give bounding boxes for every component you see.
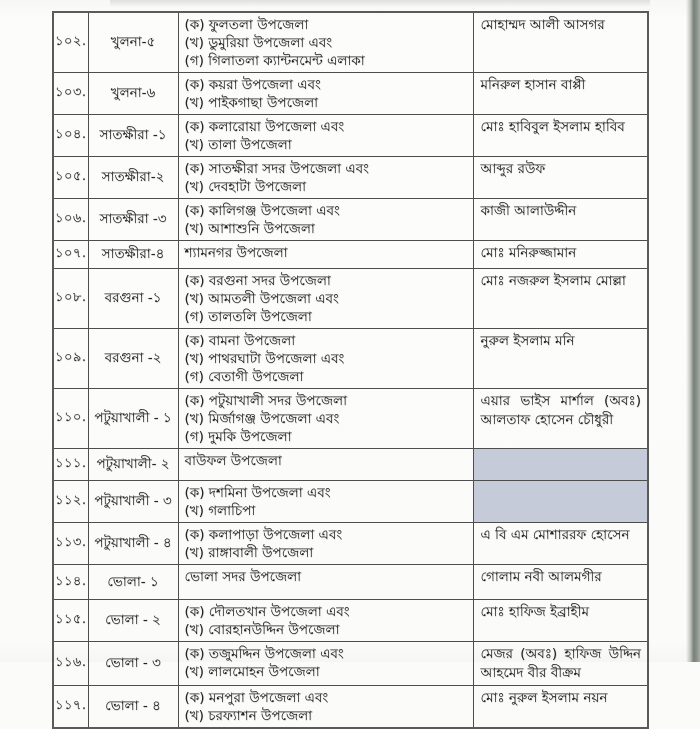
candidate-name-cell xyxy=(473,389,648,449)
table-row xyxy=(53,241,648,269)
candidate-name: মনিরুল হাসান বাপ্পী xyxy=(480,77,586,93)
table-row xyxy=(53,269,648,329)
upazila-line: (ক) বামনা উপজেলা xyxy=(184,333,296,349)
serial-number-cell: ১১৬. xyxy=(53,642,88,686)
upazila-list-cell xyxy=(178,389,473,449)
table-row xyxy=(53,329,648,389)
constituency-cell: ভোলা - ৪ xyxy=(88,686,178,729)
page-edge-shadow-strip xyxy=(686,0,700,662)
candidate-name-cell xyxy=(473,523,648,565)
constituency-cell: ভোলা- ১ xyxy=(88,565,178,600)
candidate-name-cell xyxy=(473,269,648,329)
serial-number-cell: ১১৫. xyxy=(53,600,88,642)
constituency-cell: পটুয়াখালী - ৩ xyxy=(88,481,178,523)
constituency-cell: বরগুনা -২ xyxy=(88,329,178,389)
upazila-line: (ক) পটুয়াখালী সদর উপজেলা xyxy=(184,393,348,409)
candidate-name: মোঃ হাবিবুল ইসলাম হাবিব xyxy=(480,119,625,135)
upazila-list-cell xyxy=(178,600,473,642)
upazila-list-cell xyxy=(178,565,473,600)
upazila-list-cell xyxy=(178,12,473,73)
empty-shaded-name-cell xyxy=(473,481,648,523)
table-row xyxy=(53,565,648,600)
upazila-line: (গ) গিলাতলা ক্যান্টনমেন্ট এলাকা xyxy=(184,53,365,69)
candidate-name: এ বি এম মোশাররফ হোসেন xyxy=(480,527,630,543)
upazila-line: (খ) রাঙ্গাবালী উপজেলা xyxy=(184,545,314,561)
candidate-name-cell xyxy=(473,241,648,269)
table-row xyxy=(53,481,648,523)
serial-number-cell: ১১১. xyxy=(53,449,88,481)
upazila-list-cell xyxy=(178,269,473,329)
candidate-name-cell xyxy=(473,115,648,157)
candidate-name: নুরুল ইসলাম মনি xyxy=(480,333,575,349)
constituency-cell: বরগুনা -১ xyxy=(88,269,178,329)
serial-number-cell: ১০৪. xyxy=(53,115,88,157)
upazila-line: (ক) দৌলতখান উপজেলা এবং xyxy=(184,604,350,620)
table-body xyxy=(53,12,648,728)
upazila-line: (খ) ডুমুরিয়া উপজেলা এবং xyxy=(184,35,333,51)
upazila-line: (গ) বেতাগী উপজেলা xyxy=(184,369,304,385)
upazila-line: (ক) বরগুনা সদর উপজেলা xyxy=(184,273,331,289)
upazila-line: (ক) মনপুরা উপজেলা এবং xyxy=(184,690,329,706)
serial-number-cell: ১১০. xyxy=(53,389,88,449)
upazila-line: (ক) কয়রা উপজেলা এবং xyxy=(184,77,321,93)
upazila-line: (খ) পাথরঘাটা উপজেলা এবং xyxy=(184,351,345,367)
serial-number-cell: ১০৬. xyxy=(53,199,88,241)
candidate-name: মোঃ মনিরুজ্জামান xyxy=(480,245,577,261)
constituency-cell: ভোলা - ২ xyxy=(88,600,178,642)
constituency-cell: খুলনা-৫ xyxy=(88,12,178,73)
upazila-list-cell xyxy=(178,329,473,389)
constituency-assignment-table xyxy=(52,11,649,729)
serial-number-cell: ১০২. xyxy=(53,12,88,73)
serial-number-cell: ১০৯. xyxy=(53,329,88,389)
table-row xyxy=(53,199,648,241)
table-row xyxy=(53,523,648,565)
candidate-name-cell xyxy=(473,642,648,686)
upazila-list-cell xyxy=(178,241,473,269)
upazila-line: (খ) মির্জাগঞ্জ উপজেলা এবং xyxy=(184,411,340,427)
upazila-line: (খ) দেবহাটা উপজেলা xyxy=(184,179,306,195)
table-row xyxy=(53,389,648,449)
constituency-cell: খুলনা-৬ xyxy=(88,73,178,115)
serial-number-cell: ১১৪. xyxy=(53,565,88,600)
candidate-name: মেজর (অবঃ) হাফিজ উদ্দিন আহমেদ বীর বীক্রম xyxy=(480,646,641,681)
upazila-line: (খ) বোরহানউদ্দিন উপজেলা xyxy=(184,622,340,638)
upazila-line: ভোলা সদর উপজেলা xyxy=(184,569,302,585)
constituency-cell: সাতক্ষীরা-৪ xyxy=(88,241,178,269)
candidate-name-cell xyxy=(473,12,648,73)
upazila-line: (খ) আশাশুনি উপজেলা xyxy=(184,221,315,237)
upazila-list-cell xyxy=(178,73,473,115)
candidate-name: মোহাম্মদ আলী আসগর xyxy=(480,17,605,33)
empty-shaded-name-cell xyxy=(473,449,648,481)
upazila-line: (খ) পাইকগাছা উপজেলা xyxy=(184,95,319,111)
upazila-list-cell xyxy=(178,115,473,157)
serial-number-cell: ১০৭. xyxy=(53,241,88,269)
table-row xyxy=(53,600,648,642)
constituency-cell: সাতক্ষীরা-২ xyxy=(88,157,178,199)
upazila-line: (ক) কলাপাড়া উপজেলা এবং xyxy=(184,527,343,543)
candidate-name-cell xyxy=(473,73,648,115)
upazila-line: (খ) লালমোহন উপজেলা xyxy=(184,664,320,680)
candidate-name: আব্দুর রউফ xyxy=(480,161,546,177)
upazila-line: বাউফল উপজেলা xyxy=(184,453,282,469)
candidate-name: মোঃ হাফিজ ইব্রাহীম xyxy=(480,604,589,620)
serial-number-cell: ১০৮. xyxy=(53,269,88,329)
constituency-cell: ভোলা - ৩ xyxy=(88,642,178,686)
upazila-list-cell xyxy=(178,449,473,481)
constituency-cell: পটুয়াখালী - ৪ xyxy=(88,523,178,565)
upazila-line: (খ) আমতলী উপজেলা এবং xyxy=(184,291,339,307)
candidate-name-cell xyxy=(473,329,648,389)
table-row xyxy=(53,115,648,157)
scan-top-smudge xyxy=(110,0,650,7)
constituency-cell: পটুয়াখালী- ২ xyxy=(88,449,178,481)
upazila-line: (খ) গলাচিপা xyxy=(184,503,256,519)
upazila-line: (ক) কলারোয়া উপজেলা এবং xyxy=(184,119,345,135)
serial-number-cell: ১০৩. xyxy=(53,73,88,115)
upazila-line: (ক) তজুমদ্দিন উপজেলা এবং xyxy=(184,646,344,662)
upazila-list-cell xyxy=(178,642,473,686)
upazila-list-cell xyxy=(178,686,473,729)
upazila-line: (ক) ফুলতলা উপজেলা xyxy=(184,17,309,33)
upazila-line: (খ) তালা উপজেলা xyxy=(184,137,292,153)
serial-number-cell: ১১৩. xyxy=(53,523,88,565)
table-row xyxy=(53,449,648,481)
upazila-line: (খ) চরফ্যাশন উপজেলা xyxy=(184,708,313,724)
constituency-cell: সাতক্ষীরা -৩ xyxy=(88,199,178,241)
table-row xyxy=(53,642,648,686)
upazila-list-cell xyxy=(178,481,473,523)
candidate-name: কাজী আলাউদ্দীন xyxy=(480,203,577,219)
upazila-list-cell xyxy=(178,157,473,199)
upazila-line: শ্যামনগর উপজেলা xyxy=(184,245,288,261)
upazila-line: (ক) দশমিনা উপজেলা এবং xyxy=(184,485,331,501)
table-row xyxy=(53,12,648,73)
upazila-line: (গ) তালতলি উপজেলা xyxy=(184,309,312,325)
upazila-line: (গ) দুমকি উপজেলা xyxy=(184,429,292,445)
upazila-line: (ক) সাতক্ষীরা সদর উপজেলা এবং xyxy=(184,161,369,177)
candidate-name: মোঃ নজরুল ইসলাম মোল্লা xyxy=(480,273,626,289)
constituency-cell: পটুয়াখালী - ১ xyxy=(88,389,178,449)
candidate-name-cell xyxy=(473,157,648,199)
candidate-name-cell xyxy=(473,565,648,600)
upazila-list-cell xyxy=(178,199,473,241)
candidate-name-cell xyxy=(473,686,648,729)
candidate-name: এয়ার ভাইস মার্শাল (অবঃ) আলতাফ হোসেন চৌধুরী xyxy=(480,393,641,428)
serial-number-cell: ১১২. xyxy=(53,481,88,523)
upazila-list-cell xyxy=(178,523,473,565)
constituency-cell: সাতক্ষীরা -১ xyxy=(88,115,178,157)
serial-number-cell: ১১৭. xyxy=(53,686,88,729)
serial-number-cell: ১০৫. xyxy=(53,157,88,199)
candidate-name: গোলাম নবী আলমগীর xyxy=(480,569,602,585)
table-row xyxy=(53,157,648,199)
candidate-name-cell xyxy=(473,199,648,241)
upazila-line: (ক) কালিগঞ্জ উপজেলা এবং xyxy=(184,203,340,219)
candidate-name: মোঃ নুরুল ইসলাম নয়ন xyxy=(480,690,608,706)
candidate-name-cell xyxy=(473,600,648,642)
table-row xyxy=(53,686,648,729)
table-row xyxy=(53,73,648,115)
